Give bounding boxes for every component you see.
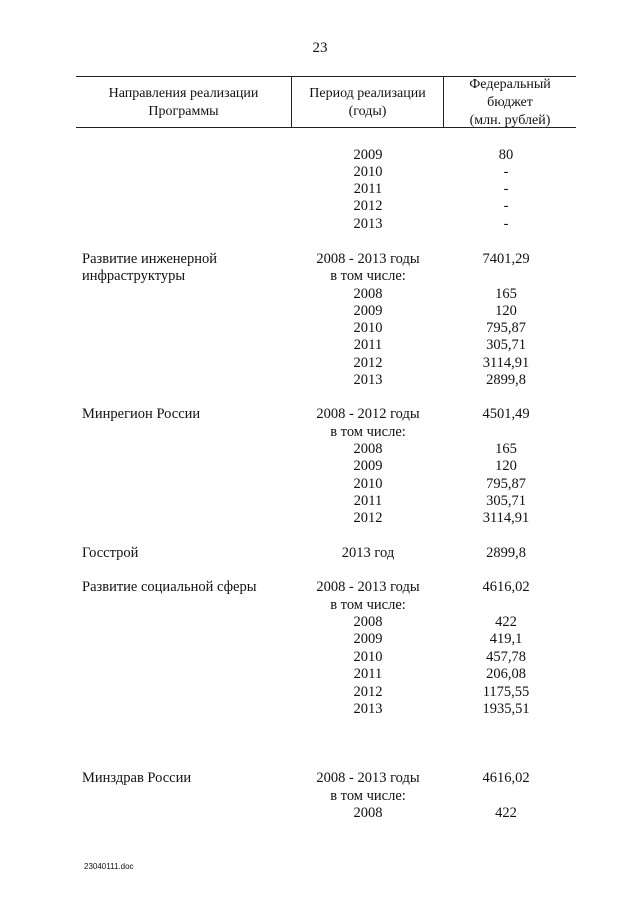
- period-cell: 2008: [353, 441, 383, 457]
- budget-cell: 2899,8: [486, 545, 526, 561]
- period-cell: 2011: [353, 181, 383, 197]
- header-directions: [76, 85, 291, 121]
- header-period-line: Период реализации: [309, 86, 426, 101]
- budget-cell: 4501,49: [482, 406, 530, 422]
- period-cell: 2012: [353, 510, 383, 526]
- direction-cell: Развитие инженерной: [82, 251, 217, 267]
- document-filename: 23040111.doc: [84, 862, 134, 871]
- period-cell: 2013: [353, 216, 383, 232]
- period-cell: 2013 год: [341, 545, 395, 561]
- header-budget-line: бюджет: [487, 95, 533, 110]
- page-number: 23: [312, 40, 328, 56]
- budget-cell: 4616,02: [482, 770, 530, 786]
- period-cell: 2012: [353, 355, 383, 371]
- period-cell: 2011: [353, 337, 383, 353]
- header-period-line: (годы): [348, 104, 387, 119]
- direction-cell: Развитие социальной сферы: [82, 579, 257, 595]
- budget-cell: -: [503, 198, 509, 214]
- budget-cell: 422: [495, 805, 517, 821]
- period-cell: в том числе:: [330, 424, 406, 440]
- budget-cell: 3114,91: [482, 355, 530, 371]
- period-cell: 2012: [353, 198, 383, 214]
- period-cell: 2009: [353, 458, 383, 474]
- budget-cell: 3114,91: [482, 510, 530, 526]
- header-period: [292, 85, 443, 121]
- period-cell: в том числе:: [330, 268, 406, 284]
- budget-cell: 795,87: [486, 320, 526, 336]
- direction-cell: Госстрой: [82, 545, 139, 561]
- budget-cell: 4616,02: [482, 579, 530, 595]
- header-budget-line: Федеральный: [469, 77, 551, 92]
- header-budget-line: (млн. рублей): [469, 113, 551, 128]
- budget-cell: -: [503, 216, 509, 232]
- period-cell: 2009: [353, 303, 383, 319]
- period-cell: 2008: [353, 286, 383, 302]
- budget-cell: -: [503, 181, 509, 197]
- direction-cell: инфраструктуры: [82, 268, 186, 284]
- period-cell: 2010: [353, 320, 383, 336]
- period-cell: 2008 - 2013 годы: [316, 251, 420, 267]
- period-cell: 2010: [353, 164, 383, 180]
- period-cell: в том числе:: [330, 597, 406, 613]
- period-cell: 2013: [353, 701, 383, 717]
- budget-cell: 7401,29: [482, 251, 530, 267]
- budget-cell: 206,08: [486, 666, 526, 682]
- budget-cell: 165: [495, 441, 517, 457]
- budget-cell: 305,71: [486, 337, 526, 353]
- budget-cell: 305,71: [486, 493, 526, 509]
- period-cell: 2010: [353, 649, 383, 665]
- period-cell: 2008: [353, 805, 383, 821]
- budget-cell: 1935,51: [482, 701, 530, 717]
- period-cell: 2013: [353, 372, 383, 388]
- period-cell: 2011: [353, 666, 383, 682]
- budget-cell: 2899,8: [486, 372, 526, 388]
- period-cell: 2009: [353, 147, 383, 163]
- budget-cell: 80: [498, 147, 514, 163]
- budget-cell: 1175,55: [482, 684, 530, 700]
- period-cell: 2012: [353, 684, 383, 700]
- budget-cell: 419,1: [489, 631, 523, 647]
- period-cell: 2008 - 2013 годы: [316, 579, 420, 595]
- budget-cell: -: [503, 164, 509, 180]
- budget-cell: 422: [495, 614, 517, 630]
- header-directions-line: Программы: [148, 104, 219, 119]
- period-cell: 2010: [353, 476, 383, 492]
- period-cell: в том числе:: [330, 788, 406, 804]
- period-cell: 2008 - 2012 годы: [316, 406, 420, 422]
- period-cell: 2008: [353, 614, 383, 630]
- budget-cell: 795,87: [486, 476, 526, 492]
- period-cell: 2011: [353, 493, 383, 509]
- direction-cell: Минздрав России: [82, 770, 192, 786]
- budget-cell: 120: [495, 303, 517, 319]
- header-federal-budget: [444, 76, 576, 130]
- budget-cell: 165: [495, 286, 517, 302]
- period-cell: 2008 - 2013 годы: [316, 770, 420, 786]
- header-directions-line: Направления реализации: [108, 86, 259, 101]
- direction-cell: Минрегион России: [82, 406, 201, 422]
- budget-cell: 457,78: [486, 649, 526, 665]
- budget-cell: 120: [495, 458, 517, 474]
- period-cell: 2009: [353, 631, 383, 647]
